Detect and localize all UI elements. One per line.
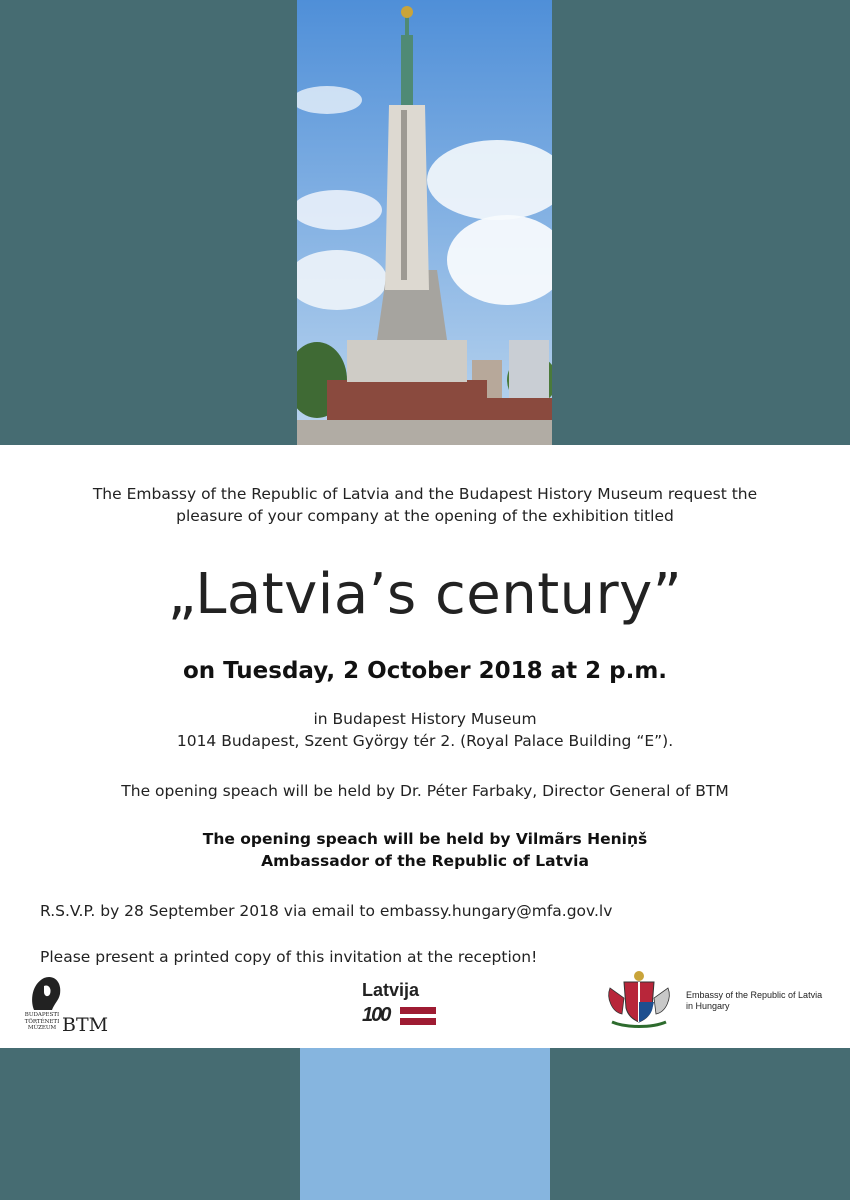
embassy-logo — [602, 968, 842, 1030]
latvija-word: Latvija — [362, 980, 420, 1000]
embassy-line-1: Embassy of the Republic of Latvia — [686, 990, 823, 1000]
speech-ambassador-line-1: The opening speach will be held by Vilmãrs Heniņš — [202, 830, 648, 848]
speech-ambassador-line-2: Ambassador of the Republic of Latvia — [261, 852, 589, 870]
footer-band-right — [550, 1048, 850, 1200]
latvian-flag-icon — [400, 1007, 436, 1025]
btm-small-text — [20, 1012, 64, 1032]
present-note: Please present a printed copy of this invitation at the reception! — [40, 948, 538, 966]
latvija-number: 100 — [362, 1004, 390, 1026]
exhibition-title: „Latvia’s century” — [167, 562, 683, 627]
venue — [0, 708, 850, 752]
venue-line-1: in Budapest History Museum — [313, 710, 537, 728]
embassy-line-2: in Hungary — [686, 1001, 730, 1011]
footer-band-center — [300, 1048, 550, 1200]
speech-director: The opening speach will be held by Dr. Péter Farbaky, Director General of BTM — [121, 782, 729, 800]
latvija-100-logo — [360, 980, 450, 1030]
event-date: on Tuesday, 2 October 2018 at 2 p.m. — [182, 658, 668, 684]
btm-small-line-1: BUDAPESTI — [24, 1012, 60, 1018]
embassy-text — [686, 990, 822, 1012]
intro-line-1: The Embassy of the Republic of Latvia and the Budapest History Museum request the — [92, 485, 758, 503]
btm-small-line-2: TÖRTÉNETI — [24, 1018, 60, 1025]
footer-band-left — [0, 1048, 300, 1200]
speech-ambassador — [0, 828, 850, 872]
btm-logo — [20, 970, 120, 1040]
freedom-monument-photo — [297, 0, 552, 445]
intro-text — [0, 483, 850, 527]
venue-line-2: 1014 Budapest, Szent György tér 2. (Royal Palace Building “E”). — [176, 732, 674, 750]
rsvp-note: R.S.V.P. by 28 September 2018 via email to embassy.hungary@mfa.gov.lv — [40, 902, 613, 920]
intro-line-2: pleasure of your company at the opening of the exhibition titled — [176, 507, 674, 525]
coat-of-arms-icon — [602, 968, 676, 1028]
freedom-monument-illustration — [297, 0, 552, 445]
btm-big-text: BTM — [62, 1014, 109, 1036]
btm-small-line-3: MÚZEUM — [27, 1025, 57, 1031]
btm-head-icon — [24, 970, 68, 1014]
